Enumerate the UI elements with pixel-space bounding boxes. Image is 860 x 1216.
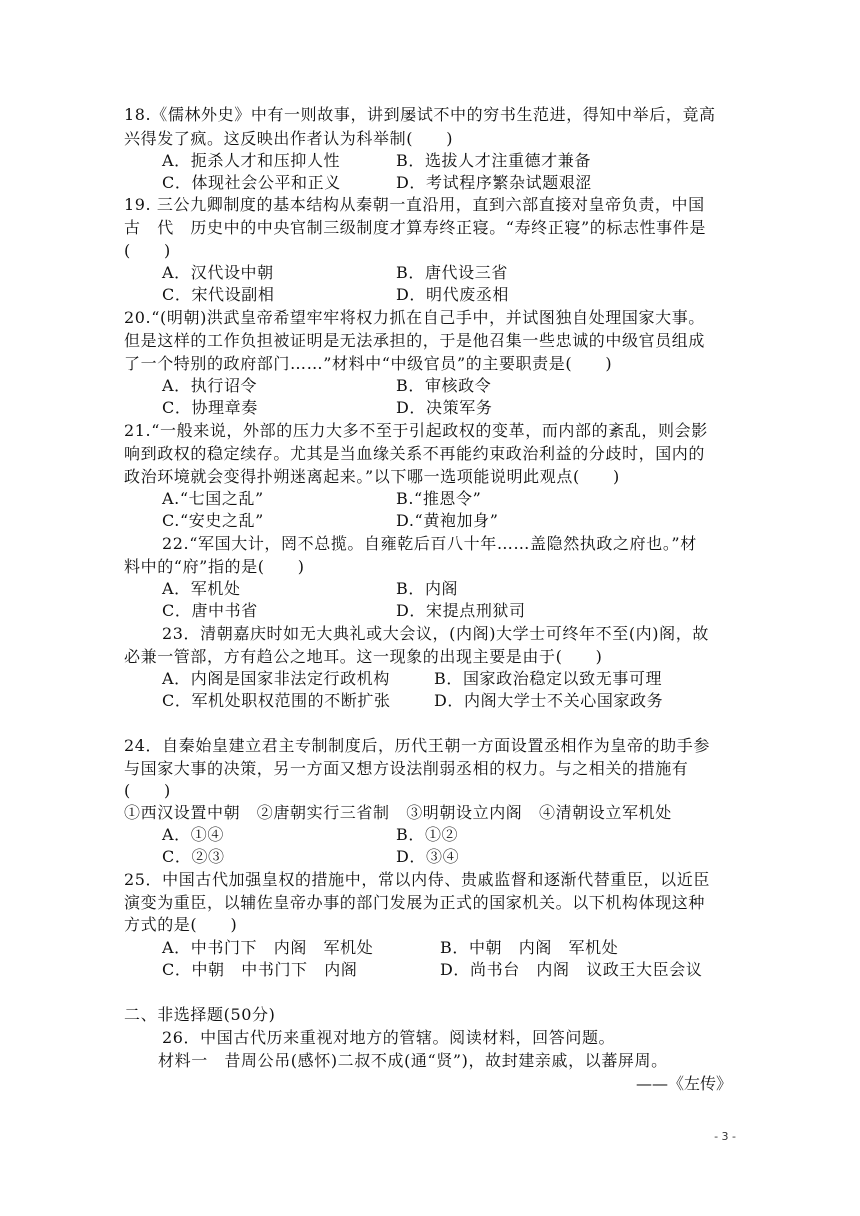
q21-option-c: C.“安史之乱” [162,511,264,530]
q19-option-c: C．宋代设副相 [162,285,275,304]
q18-line-2: 兴得发了疯。这反映出作者认为科举制( ) [124,129,454,148]
q21-line-3: 政治环境就会变得扑朔迷离起来。”以下哪一选项能说明此观点( ) [124,467,620,486]
q23-option-b: B．国家政治稳定以致无事可理 [434,669,663,688]
q25-option-d: D．尚书台 内阁 议政王大臣会议 [440,960,703,979]
material-1: 材料一 昔周公吊(感怀)二叔不成(通“贤”)，故封建亲戚，以蕃屏周。 [158,1051,668,1070]
q25-line-1: 25．中国古代加强皇权的措施中，常以内侍、贵戚监督和逐渐代替重臣，以近臣 [124,870,710,889]
q20-line-3: 了一个特别的政府部门……”材料中“中级官员”的主要职责是( ) [124,354,613,373]
q22-option-b: B．内阁 [396,579,459,598]
page-number: - 3 - [714,1130,736,1143]
section-2-title: 二、非选择题(50分) [124,1005,276,1024]
q24-line-2: 与国家大事的决策，另一方面又想方设法削弱丞相的权力。与之相关的措施有 [124,759,689,778]
q20-option-a: A．执行诏令 [162,376,258,395]
q24-line-3: ( ) [124,781,171,800]
q20-line-2: 但是这样的工作负担被证明是无法承担的，于是他召集一些忠诚的中级官员组成 [124,331,706,350]
q24-option-c: C．②③ [162,847,225,866]
q20-option-c: C．协理章奏 [162,398,258,417]
q22-option-d: D．宋提点刑狱司 [396,601,526,620]
material-1-source: ——《左传》 [635,1074,732,1093]
q24-option-b: B．①② [396,825,459,844]
q18-option-a: A．扼杀人才和压抑人性 [162,151,341,170]
q20-option-d: D．决策军务 [396,398,493,417]
q24-option-d: D．③④ [396,847,460,866]
q21-option-a: A.“七国之乱” [162,489,264,508]
q25-line-3: 方式的是( ) [124,915,238,934]
q18-line-1: 18.《儒林外史》中有一则故事，讲到屡试不中的穷书生范进，得知中举后，竟高 [124,105,716,124]
q22-line-1: 22.“军国大计，罔不总揽。自雍乾后百八十年……盖隐然执政之府也。”材 [162,534,697,553]
q24-line-4: ①西汉设置中朝 ②唐朝实行三省制 ③明朝设立内阁 ④清朝设立军机处 [124,803,672,822]
q23-option-d: D．内阁大学士不关心国家政务 [434,691,664,710]
q19-line-3: ( ) [124,241,171,260]
q21-line-2: 响到政权的稳定续存。尤其是当血缘关系不再能约束政治利益的分歧时，国内的 [124,444,706,463]
q25-option-c: C．中朝 中书门下 内阁 [162,960,358,979]
q19-option-d: D．明代废丞相 [396,285,510,304]
q24-option-a: A．①④ [162,825,224,844]
q18-option-d: D．考试程序繁杂试题艰涩 [396,173,593,192]
q26-intro: 26．中国古代历来重视对地方的管辖。阅读材料，回答问题。 [162,1028,616,1047]
q23-line-1: 23．清朝嘉庆时如无大典礼或大会议，(内阁)大学士可终年不至(内)阁，故 [162,624,709,643]
q25-option-a: A．中书门下 内阁 军机处 [162,938,374,957]
q19-option-a: A．汉代设中朝 [162,263,274,282]
q23-line-2: 必兼一管部，方有趋公之地耳。这一现象的出现主要是由于( ) [124,647,603,666]
q20-option-b: B．审核政令 [396,376,492,395]
q25-line-2: 演变为重臣，以辅佐皇帝办事的部门发展为正式的国家机关。以下机构体现这种 [124,893,706,912]
q20-line-1: 20.“(明朝)洪武皇帝希望牢牢将权力抓在自己手中，并试图独自处理国家大事。 [124,308,705,327]
q18-option-b: B．选拔人才注重德才兼备 [396,151,591,170]
q23-option-a: A．内阁是国家非法定行政机构 [162,669,390,688]
q23-option-c: C．军机处职权范围的不断扩张 [162,691,391,710]
q21-option-b: B.“推恩令” [396,489,482,508]
q21-option-d: D.“黄袍加身” [396,511,499,530]
q19-line-1: 19. 三公九卿制度的基本结构从秦朝一直沿用，直到六部直接对皇帝负责，中国 [124,195,705,214]
q19-line-2: 古 代 历史中的中央官制三级制度才算寿终正寝。“寿终正寝”的标志性事件是 [124,218,706,237]
q22-line-2: 料中的“府”指的是( ) [124,557,305,576]
q24-line-1: 24．自秦始皇建立君主专制制度后，历代王朝一方面设置丞相作为皇帝的助手参 [124,736,710,755]
q25-option-b: B．中朝 内阁 军机处 [440,938,619,957]
q21-line-1: 21.“一般来说，外部的压力大多不至于引起政权的变革，而内部的紊乱，则会影 [124,421,708,440]
q18-option-c: C．体现社会公平和正义 [162,173,341,192]
q19-option-b: B．唐代设三省 [396,263,508,282]
q22-option-a: A．军机处 [162,579,241,598]
q22-option-c: C．唐中书省 [162,601,258,620]
